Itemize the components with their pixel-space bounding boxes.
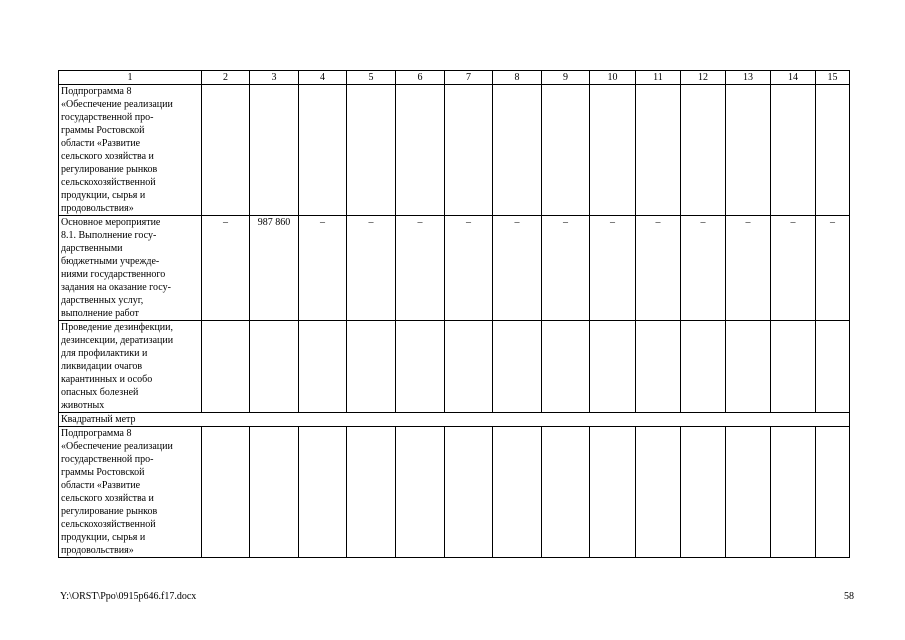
value-cell [590,85,636,216]
description-line: продукции, сырья и [61,532,146,543]
description-line: 8.1. Выполнение госу- [61,230,157,241]
value-cell: – [636,216,681,321]
value-cell [347,321,396,413]
description-line: регулирование рынков [61,164,158,175]
description-line: сельскохозяйственной [61,177,156,188]
description-line: продовольствия» [61,545,134,556]
row-description-cell [59,85,202,216]
value-cell: – [542,216,590,321]
value-cell [771,321,816,413]
value-cell [299,427,347,558]
value-cell [347,427,396,558]
column-number-cell: 1 [59,71,202,85]
description-line: опасных болезней [61,387,139,398]
column-number-cell: 15 [816,71,850,85]
description-line: граммы Ростовской [61,467,145,478]
value-cell [636,321,681,413]
description-line: Основное мероприятие [61,217,161,228]
column-number-cell: 7 [445,71,493,85]
value-cell: – [396,216,445,321]
page-number: 58 [844,591,854,602]
table-row [59,413,850,427]
row-description-cell [59,427,202,558]
value-cell: – [590,216,636,321]
column-number-cell: 9 [542,71,590,85]
description-line: граммы Ростовской [61,125,145,136]
description-line: «Обеспечение реализации [61,441,173,452]
data-table [58,70,850,558]
description-line: задания на оказание госу- [61,282,171,293]
description-line: Подпрограмма 8 [61,86,132,97]
value-cell [681,85,726,216]
value-cell [202,427,250,558]
value-cell [202,85,250,216]
description-line: дарственными [61,243,123,254]
column-number-cell: 6 [396,71,445,85]
value-cell [493,427,542,558]
description-line: дезинсекции, дератизации [61,335,174,346]
value-cell: – [681,216,726,321]
column-number-cell: 5 [347,71,396,85]
table-row [59,321,850,413]
table-row [59,427,850,558]
value-cell [726,85,771,216]
column-number-cell: 11 [636,71,681,85]
value-cell [590,427,636,558]
description-line: сельскохозяйственной [61,519,156,530]
value-cell [250,321,299,413]
column-number-cell: 8 [493,71,542,85]
description-line: продовольствия» [61,203,134,214]
value-cell [445,85,493,216]
value-cell [250,427,299,558]
value-cell [396,85,445,216]
value-cell [347,85,396,216]
value-cell [493,321,542,413]
description-line: ликвидации очагов [61,361,143,372]
description-line: животных [61,400,105,411]
description-line: государственной про- [61,454,154,465]
description-line: сельского хозяйства и [61,151,154,162]
description-line: области «Развитие [61,480,141,491]
description-line: сельского хозяйства и [61,493,154,504]
value-cell [681,427,726,558]
value-cell: – [202,216,250,321]
table-row [59,85,850,216]
description-line: регулирование рынков [61,506,158,517]
description-line: ниями государственного [61,269,166,280]
value-cell [590,321,636,413]
value-cell [681,321,726,413]
description-line: области «Развитие [61,138,141,149]
value-cell: – [445,216,493,321]
unit-label-cell: Квадратный метр [59,413,850,427]
value-cell [726,321,771,413]
description-line: карантинных и особо [61,374,153,385]
column-number-cell: 13 [726,71,771,85]
value-cell [202,321,250,413]
description-line: для профилактики и [61,348,148,359]
value-cell [816,427,850,558]
value-cell [726,427,771,558]
description-line: бюджетными учрежде- [61,256,160,267]
value-cell [771,85,816,216]
value-cell [299,321,347,413]
value-cell [396,427,445,558]
description-line: «Обеспечение реализации [61,99,173,110]
column-number-cell: 2 [202,71,250,85]
value-cell: – [299,216,347,321]
row-description-cell [59,321,202,413]
value-cell: – [347,216,396,321]
value-cell [250,85,299,216]
column-number-cell: 12 [681,71,726,85]
value-cell [396,321,445,413]
value-cell: – [493,216,542,321]
table-row [59,216,850,321]
value-cell [493,85,542,216]
value-cell [816,85,850,216]
value-cell [771,427,816,558]
value-cell [816,321,850,413]
value-cell [445,321,493,413]
description-line: дарственных услуг, [61,295,144,306]
value-cell: – [816,216,850,321]
description-line: продукции, сырья и [61,190,146,201]
column-number-row [59,71,850,85]
value-cell [636,85,681,216]
value-cell [542,85,590,216]
description-line: государственной про- [61,112,154,123]
value-cell: 987 860 [250,216,299,321]
value-cell: – [726,216,771,321]
value-cell [299,85,347,216]
column-number-cell: 3 [250,71,299,85]
value-cell [636,427,681,558]
value-cell [542,321,590,413]
column-number-cell: 14 [771,71,816,85]
row-description-cell [59,216,202,321]
value-cell: – [771,216,816,321]
document-path: Y:\ORST\Ppo\0915p646.f17.docx [60,591,197,602]
column-number-cell: 10 [590,71,636,85]
value-cell [445,427,493,558]
column-number-cell: 4 [299,71,347,85]
description-line: Проведение дезинфекции, [61,322,173,333]
description-line: Подпрограмма 8 [61,428,132,439]
description-line: выполнение работ [61,308,139,319]
value-cell [542,427,590,558]
